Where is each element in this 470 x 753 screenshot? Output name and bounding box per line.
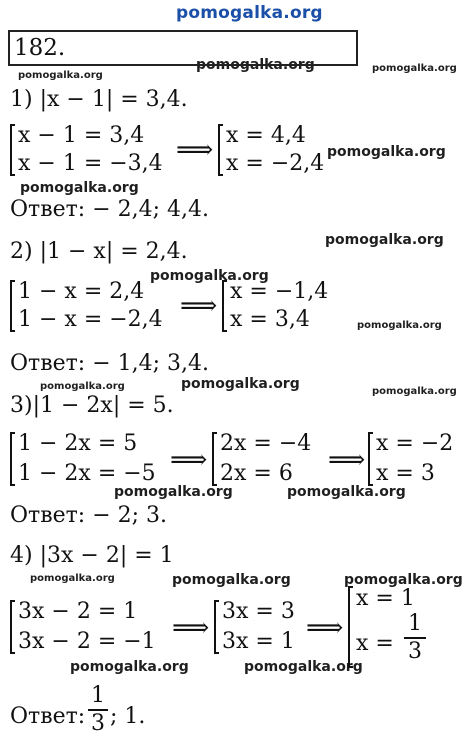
part2-system2-line1: x = −1,4 (230, 279, 329, 304)
watermark: pomogalka.org (344, 572, 463, 588)
part3-system2-line1: 2x = −4 (220, 431, 312, 456)
watermark: pomogalka.org (172, 572, 291, 588)
part4-system3-line1: x = 1 (356, 586, 415, 611)
watermark: pomogalka.org (327, 144, 446, 160)
part4-system1-line1: 3x − 2 = 1 (18, 599, 138, 624)
part3-system2-line2: 2x = 6 (220, 461, 293, 486)
part2-system1-line1: 1 − x = 2,4 (18, 279, 145, 304)
problem-number: 182. (14, 35, 66, 61)
part1-system1-line2: x − 1 = −3,4 (18, 151, 163, 176)
part4-statement (10, 544, 174, 568)
fraction-numerator: 1 (91, 683, 105, 708)
part2-equation: |1 − x| = 2,4. (39, 239, 188, 264)
part4-system3-line2: x = (356, 631, 394, 656)
part4-system1-line2: 3x − 2 = −1 (18, 629, 156, 654)
part1-answer-value: − 2,4; 4,4. (85, 197, 209, 222)
fraction-numerator: 1 (408, 611, 422, 636)
answer-label: Ответ: (10, 197, 86, 222)
part4-system2-line2: 3x = 1 (222, 629, 295, 654)
watermark-top: pomogalka.org (176, 3, 323, 23)
part3-statement (10, 394, 174, 418)
watermark: pomogalka.org (70, 659, 189, 675)
implies-arrow: ⟹ (328, 445, 366, 475)
implies-arrow: ⟹ (180, 291, 218, 321)
part3-label: 3) (10, 393, 33, 418)
watermark: pomogalka.org (114, 484, 233, 500)
part4-label: 4) (10, 543, 33, 568)
part4-system2-line1: 3x = 3 (222, 599, 295, 624)
system-bracket (348, 586, 353, 668)
system-bracket (10, 124, 15, 176)
part3-answer-value: − 2; 3. (85, 503, 168, 528)
watermark: pomogalka.org (20, 180, 139, 196)
system-bracket (212, 432, 217, 486)
fraction (404, 612, 426, 664)
implies-arrow: ⟹ (176, 135, 214, 165)
answer-label: Ответ: (10, 351, 86, 376)
part3-equation: |1 − 2x| = 5. (32, 393, 174, 418)
watermark: pomogalka.org (244, 659, 363, 675)
fraction-denominator: 3 (91, 711, 105, 736)
part2-system2-line2: x = 3,4 (230, 307, 310, 332)
system-bracket (222, 280, 227, 332)
system-bracket (10, 280, 15, 332)
watermark: pomogalka.org (150, 268, 269, 284)
part1-equation: |x − 1| = 3,4. (39, 87, 188, 112)
system-bracket (218, 124, 223, 176)
part1-answer (10, 198, 209, 222)
part1-system2-line1: x = 4,4 (226, 123, 306, 148)
part3-system3-line2: x = 3 (376, 461, 435, 486)
implies-arrow: ⟹ (170, 445, 208, 475)
watermark: pomogalka.org (325, 232, 444, 248)
watermark: pomogalka.org (357, 320, 442, 331)
answer-label: Ответ: (10, 503, 86, 528)
system-bracket (214, 600, 219, 654)
watermark: pomogalka.org (30, 573, 115, 584)
part1-statement (10, 88, 188, 112)
part4-answer-value: ; 1. (110, 704, 146, 729)
watermark: pomogalka.org (196, 57, 315, 73)
fraction-denominator: 3 (408, 639, 422, 664)
part4-equation: |3x − 2| = 1 (39, 543, 174, 568)
part2-statement (10, 240, 188, 264)
answer-label: Ответ: (10, 704, 86, 729)
part2-system1-line2: 1 − x = −2,4 (18, 307, 163, 332)
implies-arrow: ⟹ (306, 613, 344, 643)
watermark: pomogalka.org (372, 386, 457, 397)
part3-system1-line1: 1 − 2x = 5 (18, 431, 138, 456)
part2-answer-value: − 1,4; 3,4. (85, 351, 209, 376)
part4-answer-fraction (88, 684, 108, 736)
system-bracket (368, 432, 373, 486)
part3-system1-line2: 1 − 2x = −5 (18, 461, 156, 486)
watermark: pomogalka.org (372, 63, 457, 74)
watermark: pomogalka.org (287, 484, 406, 500)
part1-system2-line2: x = −2,4 (226, 151, 325, 176)
watermark: pomogalka.org (18, 70, 103, 81)
watermark: pomogalka.org (181, 376, 300, 392)
watermark: pomogalka.org (40, 381, 125, 392)
part3-answer (10, 504, 167, 528)
part3-system3-line1: x = −2 (376, 431, 454, 456)
part1-system1-line1: x − 1 = 3,4 (18, 123, 145, 148)
part2-answer (10, 352, 209, 376)
system-bracket (10, 600, 15, 654)
part1-label: 1) (10, 87, 33, 112)
implies-arrow: ⟹ (172, 613, 210, 643)
part2-label: 2) (10, 239, 33, 264)
system-bracket (10, 432, 15, 486)
